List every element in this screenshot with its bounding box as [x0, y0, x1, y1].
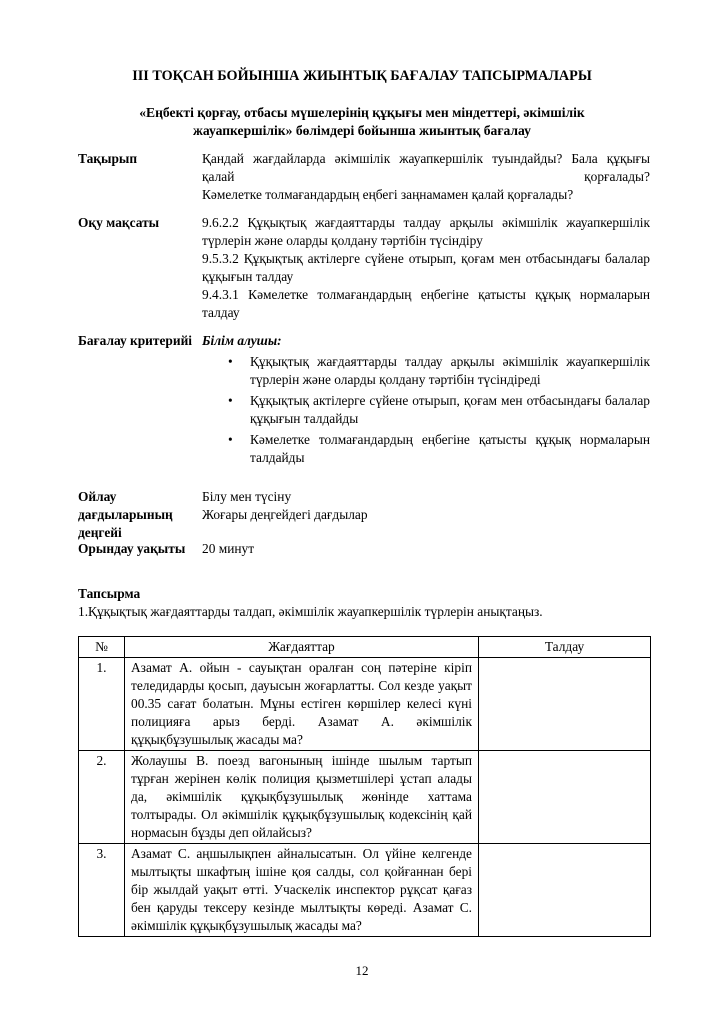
criteria-item: [202, 392, 650, 428]
bullet-icon: •: [228, 354, 233, 369]
thinking-value: [202, 488, 650, 524]
criteria-list: [202, 353, 650, 467]
bullet-icon: •: [228, 393, 233, 408]
objectives-value: [202, 214, 650, 322]
header-analysis: Талдау: [479, 637, 651, 658]
header-situations: Жағдаяттар: [125, 637, 479, 658]
criteria-item-text: Кәмелетке толмағандардың еңбегіне қатысты құқық нормаларын талдайды: [250, 432, 650, 465]
row-situation: Азамат С. аңшылықпен айналысатын. Ол үйіне келгенде мылтықты шкафтың ішіне қоя салды, сол қойғаннан бері бір жылдай уақыт өтті. Учаскелік инспектор рұқсат қағаз бен қаруды тексеру кезінде мылтықты көреді. Азамат С. әкімшілік құқықбұзушылық жасады ма?: [125, 844, 479, 937]
criteria-item: [202, 353, 650, 389]
criteria-value: [202, 332, 650, 467]
time-label: Орындау уақыты: [78, 541, 186, 556]
row-number: 1.: [79, 658, 125, 751]
row-situation: Азамат А. ойын - сауықтан оралған соң пәтеріне кіріп теледидарды қосып, дауысын жоғарлатты. Сол кезде уақыт 00.35 сағат болатын. Мұны естіген көршілер келесі күні полицияға арыз берді. Азамат А. әкімшілік құқықбұзушылық жасады ма?: [125, 658, 479, 751]
header-number: №: [79, 637, 125, 658]
thinking-line: Жоғары деңгейдегі дағдылар: [202, 507, 368, 522]
objective-item: 9.4.3.1 Кәмелетке толмағандардың еңбегіне қатысты құқық нормаларын талдау: [202, 287, 650, 320]
table-row: [79, 844, 651, 937]
page-number: 12: [355, 963, 369, 978]
row-number: 3.: [79, 844, 125, 937]
topic-line: Кәмелетке толмағандардың еңбегі заңнамамен қалай қорғалады?: [202, 187, 574, 202]
row-situation: Жолаушы В. поезд вагонының ішінде шылым тартып тұрған жерінен көлік полиция қызметшілері ұстап алады да, әкімшілік құқықбұзушылық жөнінде хаттама толтырады. Ол әкімшілік құқықбұзушылық кодексінің қай нормасын бұзды деп ойлайсыз?: [125, 751, 479, 844]
row-number: 2.: [79, 751, 125, 844]
criteria-item-text: Құқықтық актілерге сүйене отырып, қоғам мен отбасындағы балалар құқығын талдайды: [250, 393, 650, 426]
thinking-line: Білу мен түсіну: [202, 489, 292, 504]
criteria-label: Бағалау критерийі: [78, 333, 193, 348]
task-heading: Тапсырма: [78, 586, 141, 601]
objective-item: 9.5.3.2 Құқықтық актілерге сүйене отырып, қоғам мен отбасындағы балалар құқығын талдау: [202, 251, 650, 284]
criteria-item-text: Құқықтық жағдаяттарды талдау арқылы әкімшілік жауапкершілік түрлерін және оларды қолдану тәртібін түсіндіреді: [250, 354, 650, 387]
topic-line: Қандай жағдайларда әкімшілік жауапкершілік туындайды? Бала құқығы қалай қорғалады?: [202, 151, 650, 184]
situations-table: [78, 636, 651, 937]
criteria-learner: Білім алушы:: [202, 333, 282, 348]
table-row: [79, 751, 651, 844]
topic-label: Тақырып: [78, 151, 138, 166]
thinking-label: Ойлау дағдыларының деңгейі: [78, 489, 173, 540]
page-title: ІІІ ТОҚСАН БОЙЫНША ЖИЫНТЫҚ БАҒАЛАУ ТАПСЫРМАЛАРЫ: [132, 68, 592, 84]
row-analysis-cell[interactable]: [479, 658, 651, 751]
table-header-row: [79, 637, 651, 658]
row-analysis-cell[interactable]: [479, 844, 651, 937]
objective-item: 9.6.2.2 Құқықтық жағдаяттарды талдау арқылы әкімшілік жауапкершілік түрлерін және оларды қолдану тәртібін түсіндіру: [202, 215, 650, 248]
table-row: [79, 658, 651, 751]
objectives-label: Оқу мақсаты: [78, 215, 160, 230]
time-value: 20 минут: [202, 541, 255, 556]
task-text: 1.Құқықтық жағдаяттарды талдап, әкімшілік жауапкершілік түрлерін анықтаңыз.: [78, 604, 543, 619]
row-analysis-cell[interactable]: [479, 751, 651, 844]
page-subtitle: «Еңбекті қорғау, отбасы мүшелерінің құқығы мен міндеттері, әкімшілік жауапкершілік» бөлімдері бойынша жиынтық бағалау: [139, 105, 585, 138]
bullet-icon: •: [228, 432, 233, 447]
topic-value: [202, 150, 650, 204]
criteria-item: [202, 431, 650, 467]
